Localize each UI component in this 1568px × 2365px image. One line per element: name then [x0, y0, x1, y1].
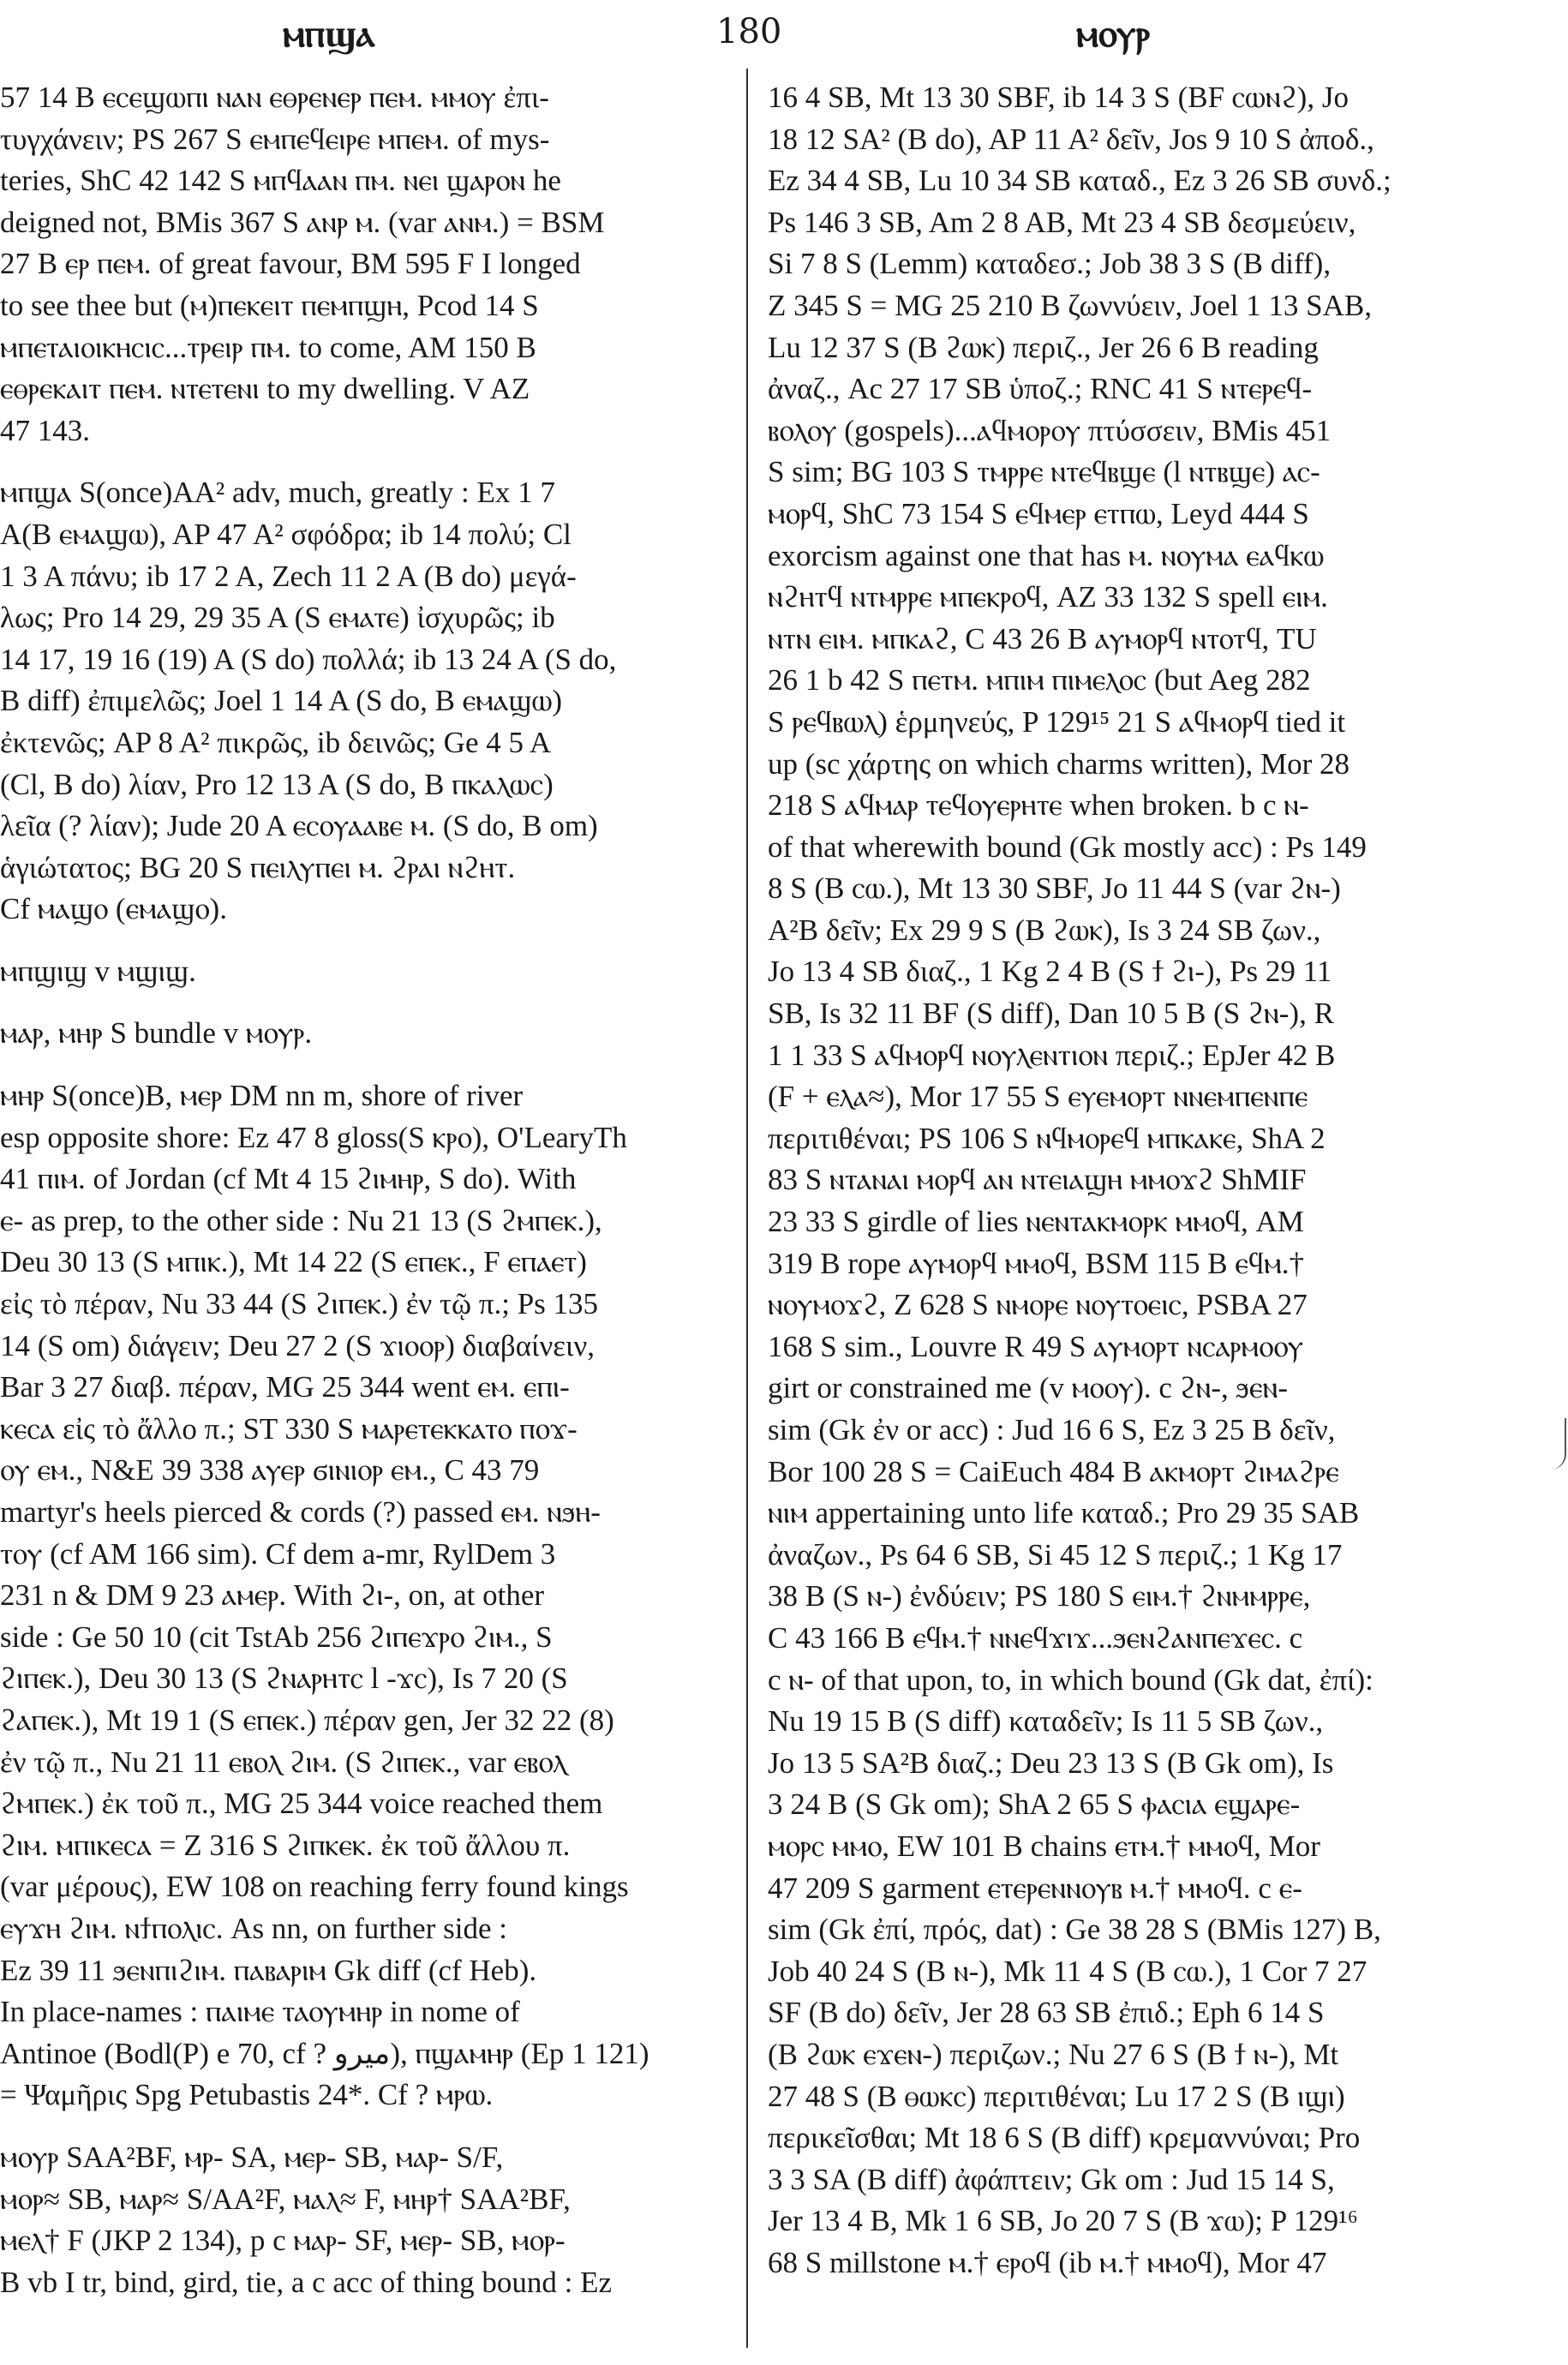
- text-line: ⲛϩⲏⲧϥ ⲛⲧⲙⲣⲣⲉ ⲙⲡⲉⲕⲣⲟϥ, AZ 33 132 S spell ⲉⲓⲙ.: [768, 580, 1328, 614]
- text-line: λεῖα (? λίαν); Jude 20 A ⲉⲥⲟⲩⲁⲁⲃⲉ ⲙ. (S do, B om): [0, 809, 598, 843]
- text-line: In place-names : ⲡⲁⲓⲙⲉ ⲧⲁⲟⲩⲙⲏⲣ in nome of: [0, 1995, 520, 2029]
- running-header: [0, 12, 1568, 63]
- text-line: Ez 34 4 SB, Lu 10 34 SB καταδ., Ez 3 26 SB συνδ.;: [768, 164, 1391, 198]
- text-line: Z 345 S = MG 25 210 B ζωννύειν, Joel 1 13 SAB,: [768, 288, 1372, 322]
- text-line: ⲙⲟⲩⲣ SAA²BF, ⲙⲣ- SA, ⲙⲉⲣ- SB, ⲙⲁⲣ- S/F,: [0, 2140, 504, 2174]
- text-line: up (sc χάρτης on which charms written), Mor 28: [768, 746, 1350, 781]
- text-line: 14 17, 19 16 (19) A (S do) πολλά; ib 13 24 A (S do,: [0, 642, 617, 676]
- page-number: 180: [716, 12, 782, 51]
- text-line: ἐκτενῶς; AP 8 A² πικρῶς, ib δεινῶς; Ge 4 5 A: [0, 725, 552, 759]
- text-line: teries, ShC 42 142 S ⲙⲡϥⲁⲁⲛ ⲡⲙ. ⲛⲉⲓ ϣⲁⲣⲟⲛ he: [0, 164, 561, 198]
- text-line: 231 n & DM 9 23 ⲁⲙⲉⲣ. With ϩⲓ-, on, at other: [0, 1578, 545, 1613]
- text-line: εἰς τὸ πέραν, Nu 33 44 (S ϩⲓⲡⲉⲕ.) ἐν τῷ π.; Ps 135: [0, 1287, 599, 1321]
- text-line: [0, 931, 735, 951]
- text-line: ⲙⲡⲉⲧⲁⲓⲟⲓⲕⲏⲥⲓⲥ...ⲧⲣⲉⲓⲣ ⲡⲙ. to come, AM 150 B: [0, 330, 536, 364]
- left-running-headword: ⲙⲡϣⲁ: [283, 12, 375, 56]
- text-line: 41 ⲡⲓⲙ. of Jordan (cf Mt 4 15 ϩⲓⲙⲏⲣ, S do). With: [0, 1162, 577, 1196]
- text-line: sim (Gk ἐπί, πρός, dat) : Ge 38 28 S (BMis 127) B,: [768, 1913, 1381, 1947]
- text-line: B vb I tr, bind, gird, tie, a c acc of thing bound : Ez: [0, 2265, 612, 2299]
- text-line: 68 S millstone ⲙ.† ⲉⲣⲟϥ (ib ⲙ.† ⲙⲙⲟϥ), Mor 47: [768, 2245, 1327, 2279]
- text-line: [0, 452, 735, 472]
- text-line: ⲃⲟⲗⲟⲩ (gospels)...ⲁϥⲙⲟⲣⲟⲩ πτύσσειν, BMis 451: [768, 413, 1332, 447]
- margin-mark: [1549, 1418, 1566, 1470]
- column-divider: [746, 69, 748, 2348]
- text-line: B diff) ἐπιμελῶς; Joel 1 14 A (S do, B ⲉⲙⲁϣⲱ): [0, 684, 563, 718]
- text-line: 57 14 B ⲉⲥⲉϣⲱⲡⲓ ⲛⲁⲛ ⲉⲑⲣⲉⲛⲉⲣ ⲡⲉⲙ. ⲙⲙⲟⲩ ἐπι-: [0, 81, 549, 114]
- text-line: ⲕⲉⲥⲁ εἰς τὸ ἄλλο π.; ST 330 S ⲙⲁⲣⲉⲧⲉⲕⲕⲁⲧⲟ ⲡⲟϫ-: [0, 1411, 578, 1446]
- text-line: S sim; BG 103 S ⲧⲙⲣⲣⲉ ⲛⲧⲉϥⲃϣⲉ (l ⲛⲧⲃϣⲉ) ⲁⲥ-: [768, 455, 1320, 489]
- text-line: ⲉⲑⲣⲉⲕⲁⲓⲧ ⲡⲉⲙ. ⲛⲧⲉⲧⲉⲛⲓ to my dwelling. V AZ: [0, 372, 530, 406]
- text-line: 47 209 S garment ⲉⲧⲉⲣⲉⲛⲛⲟⲩⲃ ⲙ.† ⲙⲙⲟϥ. c ⲉ-: [768, 1871, 1302, 1905]
- text-line: Bor 100 28 S = CaiEuch 484 B ⲁⲕⲙⲟⲣⲧ ϩⲓⲙⲁϩⲣⲉ: [768, 1454, 1339, 1488]
- text-line: ϩⲙⲡⲉⲕ.) ἐκ τοῦ π., MG 25 344 voice reached them: [0, 1787, 603, 1821]
- text-line: 218 S ⲁϥⲙⲁⲣ ⲧⲉϥⲟⲩⲉⲣⲏⲧⲉ when broken. b c ⲛ-: [768, 788, 1309, 823]
- text-line: A(B ⲉⲙⲁϣⲱ), AP 47 A² σφόδρα; ib 14 πολύ; Cl: [0, 517, 572, 551]
- text-line: ⲟⲩ ⲉⲙ., N&E 39 338 ⲁⲩⲉⲣ ϭⲓⲛⲓⲟⲣ ⲉⲙ., C 43 79: [0, 1453, 540, 1488]
- left-column: [0, 77, 735, 2348]
- text-line: 38 B (S ⲛ-) ἐνδύειν; PS 180 S ⲉⲓⲙ.† ϩⲛⲙⲙⲣⲣⲉ,: [768, 1579, 1311, 1614]
- text-line: 83 S ⲛⲧⲁⲛⲁⲓ ⲙⲟⲣϥ ⲁⲛ ⲛⲧⲉⲓⲁϣⲏ ⲙⲙⲟϫϩ ShMIF: [768, 1163, 1307, 1197]
- text-line: ⲙⲡϣⲁ S(once)AA² adv, much, greatly : Ex 1 7: [0, 476, 555, 510]
- text-line: c ⲛ- of that upon, to, in which bound (Gk dat, ἐπί):: [768, 1662, 1373, 1697]
- text-line: περιτιθέναι; PS 106 S ⲛϥⲙⲟⲣⲉϥ ⲙⲡⲕⲁⲕⲉ, ShA 2: [768, 1121, 1326, 1155]
- right-column: [768, 77, 1553, 2348]
- text-line: A²B δεῖν; Ex 29 9 S (B ϩⲱⲕ), Is 3 24 SB ζων.,: [768, 913, 1321, 947]
- text-line: C 43 166 B ⲉϥⲙ.† ⲛⲛⲉϥϫⲓϫ...ϧⲉⲛϩⲁⲛⲡⲉϫⲉⲥ. c: [768, 1620, 1303, 1655]
- right-running-headword: ⲙⲟⲩⲣ: [1076, 12, 1151, 56]
- text-line: ⲉ- as prep, to the other side : Nu 21 13 (S ϩⲙⲡⲉⲕ.),: [0, 1203, 602, 1237]
- text-line: Ps 146 3 SB, Am 2 8 AB, Mt 23 4 SB δεσμεύειν,: [768, 205, 1356, 239]
- text-line: 23 33 S girdle of lies ⲛⲉⲛⲧⲁⲕⲙⲟⲣⲕ ⲙⲙⲟϥ, AM: [768, 1205, 1304, 1239]
- text-line: ϩⲓⲡⲉⲕ.), Deu 30 13 (S ϩⲛⲁⲣⲏⲧⲥ l -ϫⲥ), Is 7 20 (S: [0, 1661, 568, 1696]
- text-line: ⲙⲉⲗ† F (JKP 2 134), p c ⲙⲁⲣ- SF, ⲙⲉⲣ- SB, ⲙⲟⲣ-: [0, 2224, 566, 2258]
- text-line: Bar 3 27 διαβ. πέραν, MG 25 344 went ⲉⲙ. ⲉⲡⲓ-: [0, 1370, 570, 1404]
- text-line: 8 S (B ⲥⲱ.), Mt 13 30 SBF, Jo 11 44 S (var ϩⲛ-): [768, 871, 1341, 906]
- text-line: Jo 13 4 SB διαζ., 1 Kg 2 4 B (S ϯ ϩⲓ-), Ps 29 11: [768, 955, 1332, 989]
- text-line: martyr's heels pierced & cords (?) passed ⲉⲙ. ⲛϧⲏ-: [0, 1495, 601, 1529]
- text-line: Job 40 24 S (B ⲛ-), Mk 11 4 S (B ⲥⲱ.), 1 Cor 7 27: [768, 1954, 1368, 1988]
- text-line: ⲛⲧⲛ ⲉⲓⲙ. ⲙⲡⲕⲁϩ, C 43 26 B ⲁⲩⲙⲟⲣϥ ⲛⲧⲟⲧϥ, TU: [768, 621, 1317, 656]
- text-line: = Ψαμῆρις Spg Petubastis 24*. Cf ? ⲙⲣⲱ.: [0, 2078, 494, 2112]
- text-line: Si 7 8 S (Lemm) καταδεσ.; Job 38 3 S (B diff),: [768, 247, 1332, 281]
- text-line: ⲛⲓⲙ appertaining unto life καταδ.; Pro 29 35 SAB: [768, 1496, 1360, 1530]
- text-line: 14 (S om) διάγειν; Deu 27 2 (S ϫⲓⲟⲟⲣ) διαβαίνειν,: [0, 1328, 595, 1362]
- text-line: Ez 39 11 ϧⲉⲛⲡⲓϩⲓⲙ. ⲡⲁⲃⲁⲣⲓⲙ Gk diff (cf Heb).: [0, 1953, 537, 1987]
- text-line: ἁγιώτατος; BG 20 S ⲡⲉⲓⲗⲩⲡⲉⲓ ⲙ. ϩⲣⲁⲓ ⲛϩⲏⲧ.: [0, 850, 516, 884]
- text-line: ⲧⲟⲩ (cf AM 166 sim). Cf dem a-mr, RylDem 3: [0, 1536, 556, 1571]
- text-line: 18 12 SA² (B do), AP 11 A² δεῖν, Jos 9 10 S ἀποδ.,: [768, 122, 1374, 156]
- text-line: περικεῖσθαι; Mt 18 6 S (B diff) κρεμαννύναι; Pro: [768, 2121, 1361, 2155]
- text-line: SB, Is 32 11 BF (S diff), Dan 10 5 B (S ϩⲛ-), R: [768, 997, 1334, 1031]
- text-line: 26 1 b 42 S ⲡⲉⲧⲙ. ⲙⲡⲓⲙ ⲡⲓⲙⲉⲗⲟⲥ (but Aeg 282: [768, 663, 1311, 698]
- text-line: ἀναζ., Ac 27 17 SB ὑποζ.; RNC 41 S ⲛⲧⲉⲣⲉϥ-: [768, 372, 1313, 406]
- text-line: sim (Gk ἐν or acc) : Jud 16 6 S, Ez 3 25 B δεῖν,: [768, 1413, 1336, 1446]
- text-line: Antinoe (Bodl(P) e 70, cf ? ميرو), ⲡϣⲁⲙⲏⲣ (Ep 1 121): [0, 2036, 649, 2070]
- text-line: 1 1 33 S ⲁϥⲙⲟⲣϥ ⲛⲟⲩⲗⲉⲛⲧⲓⲟⲛ περιζ.; EpJer 42 B: [768, 1038, 1336, 1072]
- text-line: Jo 13 5 SA²B διαζ.; Deu 23 13 S (B Gk om), Is: [768, 1745, 1334, 1780]
- text-line: exorcism against one that has ⲙ. ⲛⲟⲩⲙⲁ ⲉⲁϥⲕⲱ: [768, 538, 1325, 572]
- text-line: girt or constrained me (v ⲙⲟⲟⲩ). c ϩⲛ-, ϧⲉⲛ-: [768, 1371, 1288, 1405]
- text-line: to see thee but (ⲙ)ⲡⲉⲕⲉⲓⲧ ⲡⲉⲙⲡϣⲏ, Pcod 14 S: [0, 288, 539, 322]
- text-line: deigned not, BMis 367 S ⲁⲛⲣ ⲙ. (var ⲁⲛⲙ.) = BSM: [0, 205, 605, 239]
- text-line: ϩⲁⲡⲉⲕ.), Mt 19 1 (S ⲉⲡⲉⲕ.) πέραν gen, Jer 32 22 (8): [0, 1703, 614, 1737]
- text-line: Deu 30 13 (S ⲙⲡⲓⲕ.), Mt 14 22 (S ⲉⲡⲉⲕ., F ⲉⲡⲁⲉⲧ): [0, 1245, 587, 1279]
- text-line: ⲙⲟⲣ≈ SB, ⲙⲁⲣ≈ S/AA²F, ⲙⲁⲗ≈ F, ⲙⲏⲣ† SAA²BF,: [0, 2182, 571, 2216]
- text-line: ϩⲓⲙ. ⲙⲡⲓⲕⲉⲥⲁ = Z 316 S ϩⲓⲡⲕⲉⲕ. ἐκ τοῦ ἄλλου π.: [0, 1828, 571, 1862]
- text-line: Jer 13 4 B, Mk 1 6 SB, Jo 20 7 S (B ϫⲱ); P 129¹⁶: [768, 2204, 1358, 2238]
- text-line: 1 3 A πάνυ; ib 17 2 A, Zech 11 2 A (B do) μεγά-: [0, 559, 577, 593]
- text-line: 319 B rope ⲁⲩⲙⲟⲣϥ ⲙⲙⲟϥ, BSM 115 B ⲉϥⲙ.†: [768, 1246, 1305, 1280]
- text-line: ⲛⲟⲩⲙⲟϫϩ, Z 628 S ⲛⲙⲟⲣⲉ ⲛⲟⲩⲧⲟⲉⲓⲥ, PSBA 27: [768, 1288, 1308, 1322]
- text-line: SF (B do) δεῖν, Jer 28 63 SB ἐπιδ.; Eph 6 14 S: [768, 1996, 1325, 2030]
- text-line: ⲙⲟⲣⲥ ⲙⲙⲟ, EW 101 B chains ⲉⲧⲙ.† ⲙⲙⲟϥ, Mor: [768, 1829, 1320, 1863]
- text-line: 27 48 S (B ⲑⲱⲕⲥ) περιτιθέναι; Lu 17 2 S (B ⲓϣⲓ): [768, 2079, 1345, 2113]
- text-line: ⲙⲡϣⲓϣ v ⲙϣⲓϣ.: [0, 954, 196, 988]
- text-line: Nu 19 15 B (S diff) καταδεῖν; Is 11 5 SB ζων.,: [768, 1704, 1324, 1739]
- text-line: 3 24 B (S Gk om); ShA 2 65 S ⲫⲁⲥⲓⲁ ⲉϣⲁⲣⲉ-: [768, 1787, 1301, 1822]
- text-line: (F + ⲉⲗⲁ≈), Mor 17 55 S ⲉⲩⲉⲙⲟⲣⲧ ⲛⲛⲉⲙⲡⲉⲛⲡⲉ: [768, 1080, 1308, 1114]
- text-line: ἀναζων., Ps 64 6 SB, Si 45 12 S περιζ.; 1 Kg 17: [768, 1537, 1343, 1572]
- text-line: side : Ge 50 10 (cit TstAb 256 ϩⲓⲡⲉϫⲣⲟ ϩⲓⲙ., S: [0, 1620, 553, 1654]
- text-line: Lu 12 37 S (B ϩⲱⲕ) περιζ., Jer 26 6 B reading: [768, 330, 1319, 364]
- text-line: [0, 992, 735, 1013]
- text-line: ἐν τῷ π., Nu 21 11 ⲉⲃⲟⲗ ϩⲓⲙ. (S ϩⲓⲡⲉⲕ., var ⲉⲃⲟⲗ: [0, 1745, 567, 1779]
- text-line: (Cl, B do) λίαν, Pro 12 13 A (S do, B ⲡⲕⲁⲗⲱⲥ): [0, 767, 554, 801]
- text-line: ⲙⲁⲣ, ⲙⲏⲣ S bundle v ⲙⲟⲩⲣ.: [0, 1016, 313, 1051]
- text-line: Cf ⲙⲁϣⲟ (ⲉⲙⲁϣⲟ).: [0, 892, 227, 926]
- text-line: 16 4 SB, Mt 13 30 SBF, ib 14 3 S (BF ⲥⲱⲛϩ), Jo: [768, 81, 1349, 114]
- text-line: 3 3 SA (B diff) ἀφάπτειν; Gk om : Jud 15 14 S,: [768, 2162, 1335, 2196]
- text-line: 47 143.: [0, 413, 90, 447]
- text-line: S ⲣⲉϥⲃⲱⲗ) ἑρμηνεύς, P 129¹⁵ 21 S ⲁϥⲙⲟⲣϥ tied it: [768, 704, 1346, 739]
- text-line: esp opposite shore: Ez 47 8 gloss(S ⲕⲣⲟ), O'LearyTh: [0, 1120, 627, 1154]
- text-line: (var μέρους), EW 108 on reaching ferry found kings: [0, 1870, 629, 1904]
- text-line: 168 S sim., Louvre R 49 S ⲁⲩⲙⲟⲣⲧ ⲛⲥⲁⲣⲙⲟⲟⲩ: [768, 1329, 1303, 1363]
- text-line: τυγχάνειν; PS 267 S ⲉⲙⲡⲉϥⲉⲓⲣⲉ ⲙⲡⲉⲙ. of mys-: [0, 122, 550, 156]
- text-line: ⲉⲩϫⲏ ϩⲓⲙ. ⲛϯⲡⲟⲗⲓⲥ. As nn, on further side :: [0, 1911, 507, 1945]
- text-line: of that wherewith bound (Gk mostly acc) : Ps 149: [768, 829, 1367, 864]
- text-line: [0, 1055, 735, 1075]
- text-line: 27 B ⲉⲣ ⲡⲉⲙ. of great favour, BM 595 F I longed: [0, 247, 581, 281]
- text-line: [0, 2117, 735, 2137]
- text-line: (B ϩⲱⲕ ⲉϫⲉⲛ-) περιζων.; Nu 27 6 S (B ϯ ⲛ-), Mt: [768, 2037, 1339, 2071]
- text-line: ⲙⲏⲣ S(once)B, ⲙⲉⲣ DM nn m, shore of river: [0, 1079, 524, 1113]
- text-line: λως; Pro 14 29, 29 35 A (S ⲉⲙⲁⲧⲉ) ἰσχυρῶς; ib: [0, 601, 555, 635]
- text-line: ⲙⲟⲣϥ, ShC 73 154 S ⲉϥⲙⲉⲣ ⲉⲧⲡⲱ, Leyd 444 S: [768, 496, 1309, 530]
